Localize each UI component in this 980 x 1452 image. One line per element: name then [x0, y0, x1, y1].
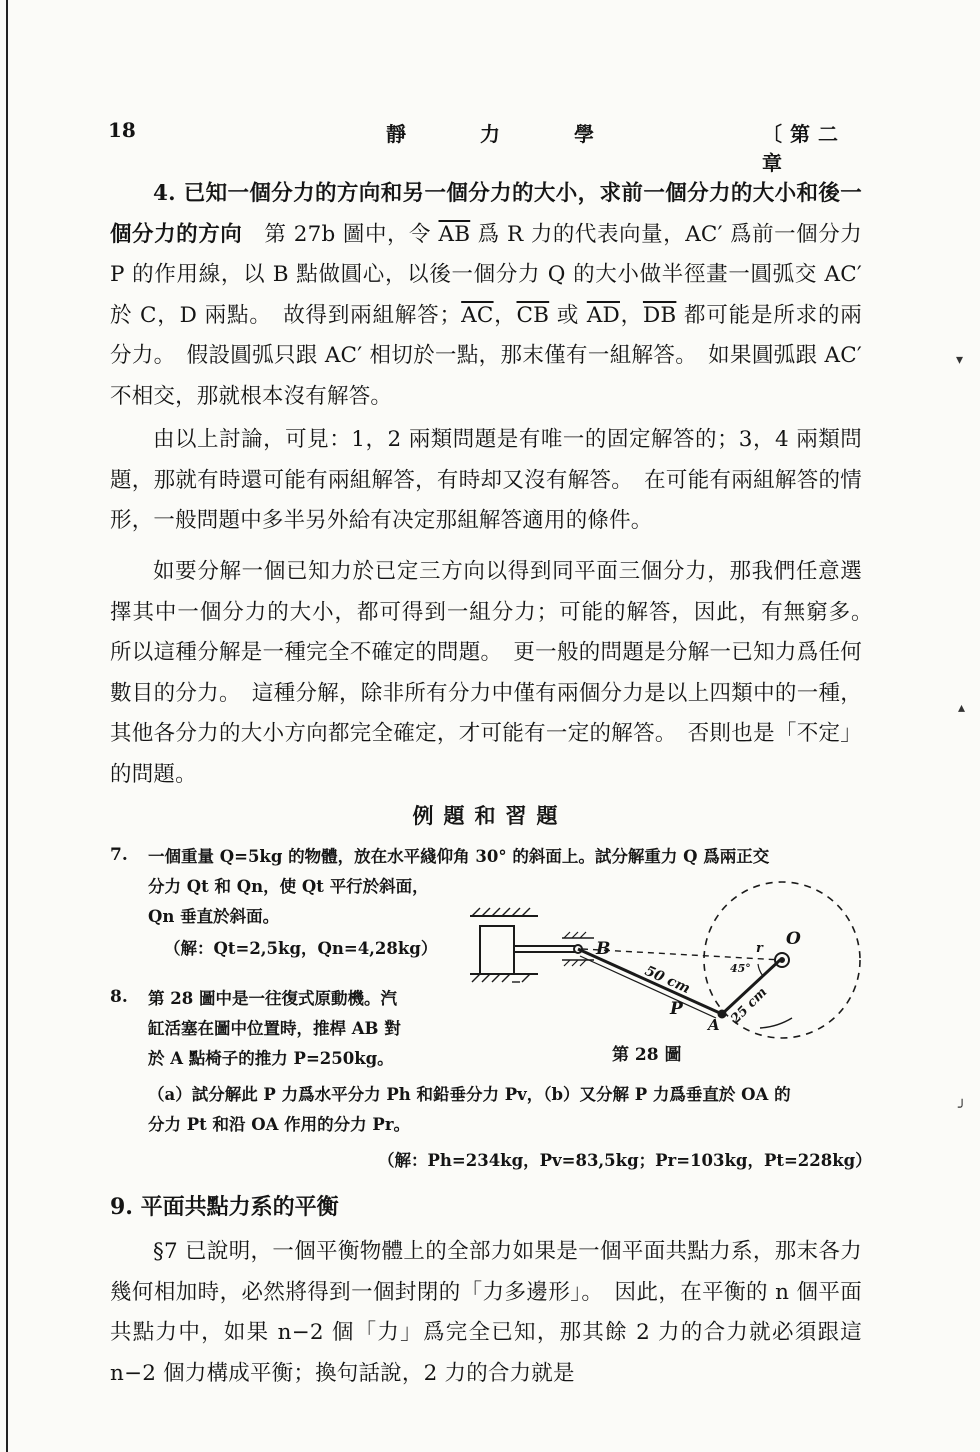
top-wall-hatch	[472, 908, 530, 916]
vector-AD: $\overline{AD}$	[586, 302, 620, 328]
section-4-paragraph	[110, 174, 862, 417]
separator-1: ，	[493, 302, 517, 328]
problem-7-answer: （解：Qt=2,5kg，Qn=4,28kg）	[164, 939, 438, 958]
discussion-text: 由以上討論，可見：1，2 兩類問題是有唯一的固定解答的；3，4 兩類問題，那就有時還可能有兩組解答，有時却又沒有解答。 在可能有兩組解答的情形，一般問題中多半另外給有决定那組解答適用的條件。	[110, 427, 862, 533]
problem-8-line-2: 缸活塞在圖中位置時，推桿 AB 對	[148, 1019, 401, 1038]
problem-7-line-1: 一個重量 Q=5kg 的物體，放在水平綫仰角 30° 的斜面上。試分解重力 Q 爲兩正交	[148, 847, 770, 866]
piston-block	[480, 926, 514, 974]
dimension-25cm: 25 cm	[728, 984, 771, 1027]
section-9-heading: 9. 平面共點力系的平衡	[110, 1194, 339, 1220]
label-r: r	[756, 941, 763, 956]
examples-title: 例題和習題	[412, 803, 568, 828]
label-P: P	[670, 999, 683, 1019]
running-header	[108, 118, 868, 175]
problem-8-number: 8.	[110, 987, 128, 1007]
label-A: A	[708, 1016, 720, 1034]
problem-8-part-a: （a）試分解此 P 力爲水平分力 Ph 和鉛垂分力 Pv，（b）又分解 P 力爲垂直於 OA 的	[148, 1085, 791, 1104]
page-number: 18	[108, 118, 136, 142]
vector-DB: $\overline{DB}$	[642, 302, 677, 328]
bottom-wall-hatch	[472, 974, 530, 982]
figure-28-diagram	[460, 868, 870, 1068]
section-9-text: §7 已說明，一個平衡物體上的全部力如果是一個平面共點力系，那末各力幾何相加時，必然將得到一個封閉的「力多邊形」。 因此，在平衡的 n 個平面共點力中，如果 n−2 個「力」爲完全已知，那其餘 2 力的合力就必須跟這 n−2 個力構成平衡；換句話說，2 力的合力就是	[110, 1239, 862, 1386]
dimension-50cm: 50 cm	[642, 963, 693, 998]
discussion-paragraph	[110, 420, 862, 542]
label-O: O	[786, 929, 801, 949]
problem-8-line-3: 於 A 點椅子的推力 P=250kg。	[148, 1049, 394, 1068]
margin-mark-3: ╯	[958, 1100, 967, 1116]
vector-AC: $\overline{AC}$	[461, 302, 494, 328]
section-4-body-b: 爲 R 力的代表向量，AC′ 爲前一個分力 P 的作用線，以 B 點做圓心，以後一個分力 Q 的大小做半徑畫一圓弧交 AC′ 於 C，D 兩點。 故得到兩組解答；	[110, 221, 862, 328]
word-or: 或	[549, 302, 587, 328]
header-title-char-1: 靜	[386, 122, 406, 146]
center-O-inner	[780, 958, 784, 962]
header-title-char-3: 學	[574, 122, 594, 146]
section-4-body-c: 都可能是所求的兩分力。 假設圓弧只跟 AC′ 相切於一點，那末僅有一組解答。 如果圓弧跟 AC′ 不相交，那就根本沒有解答。	[110, 302, 862, 409]
chapter-label: 〔第二章	[762, 122, 846, 175]
figure-28-caption: 第 28 圖	[612, 1045, 682, 1065]
angle-arc	[758, 964, 763, 976]
separator-2: ，	[619, 302, 643, 328]
page-edge-line	[6, 0, 8, 1452]
problem-8-line-1: 第 28 圖中是一往復式原動機。汽	[148, 989, 397, 1008]
section-4-heading: 4. 已知一個分力的方向和另一個分力的大小，求前一個分力的大小和後一個分力的方向	[110, 181, 862, 247]
margin-mark-1: ▾	[956, 352, 964, 368]
section-4-body-a: 第 27b 圖中，令	[242, 221, 439, 247]
section-9-paragraph	[110, 1232, 862, 1394]
vector-AB: $\overline{AB}$	[438, 221, 471, 247]
angle-label: 45°	[730, 962, 751, 975]
problem-7-number: 7.	[110, 845, 128, 865]
vector-CB: $\overline{CB}$	[516, 302, 550, 328]
three-direction-paragraph	[110, 552, 884, 795]
label-B: B	[596, 939, 611, 959]
header-title-char-2: 力	[480, 122, 500, 146]
problem-7-line-2: 分力 Qt 和 Qn，使 Qt 平行於斜面，	[148, 877, 429, 896]
dashed-centerline	[582, 949, 782, 960]
margin-mark-2: ▴	[958, 700, 966, 716]
problem-8-part-b: 分力 Pt 和沿 OA 作用的分力 Pr。	[148, 1115, 411, 1134]
rotation-arc	[760, 1018, 792, 1028]
problem-8-answer: （解：Ph=234kg，Pv=83,5kg；Pr=103kg，Pt=228kg）	[378, 1151, 872, 1170]
problem-7-line-3: Qn 垂直於斜面。	[148, 907, 280, 926]
three-direction-text: 如要分解一個已知力於已定三方向以得到同平面三個分力，那我們任意選擇其中一個分力的大小，都可得到一組分力；可能的解答，因此，有無窮多。 所以這種分解是一種完全不確定的問題。 更一般的問題是分解一已知力爲任何數目的分力。 這種分解，除非所有分力中僅有兩個分力是以上四類中的一種，其他各分力的大小方向都完全確定，才可能有一定的解答。 否則也是「不定」的問題。	[110, 559, 884, 787]
